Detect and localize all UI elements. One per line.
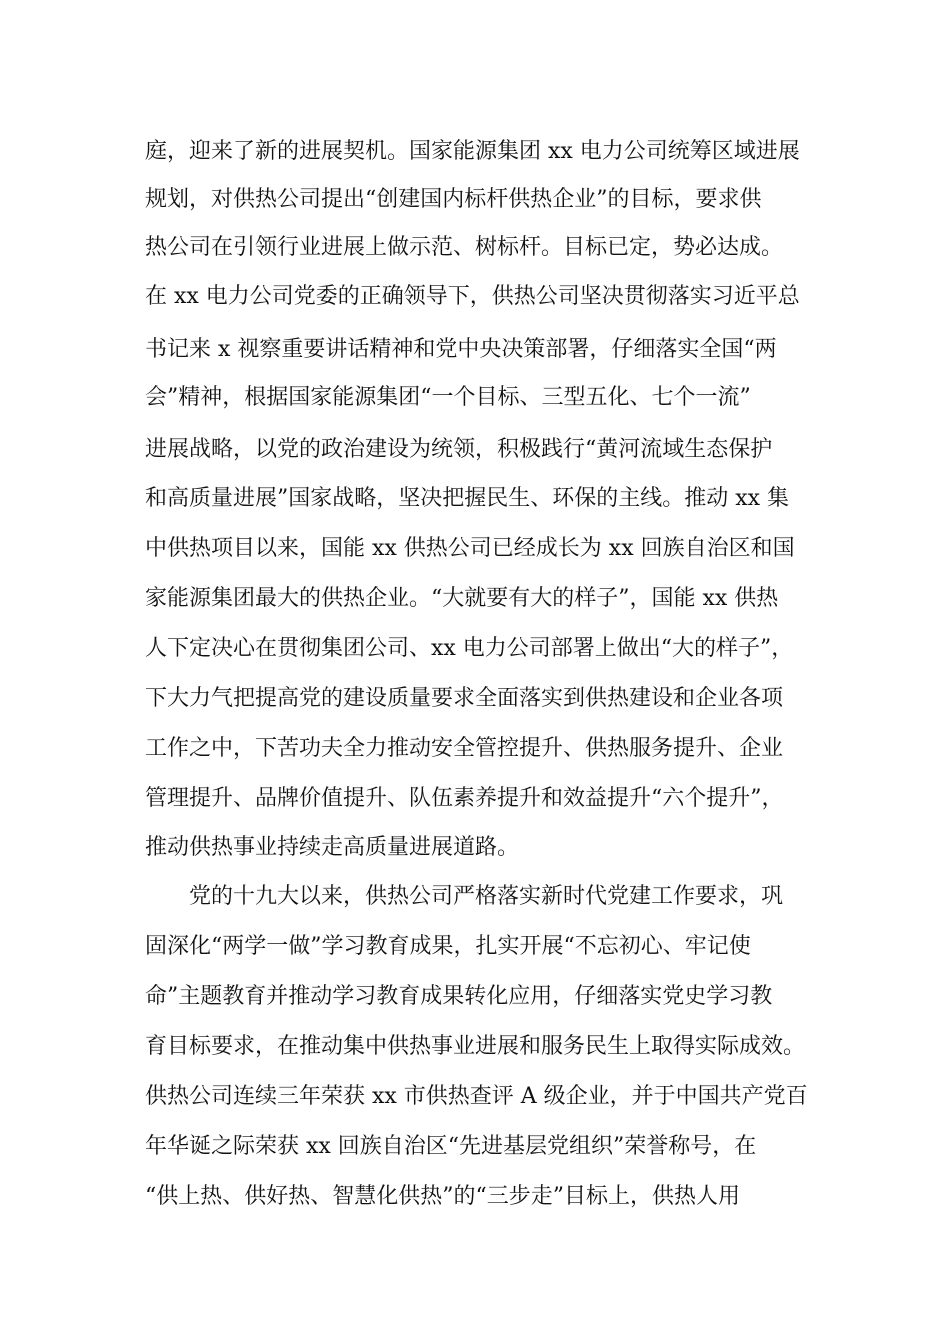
paragraph-1-line-14: 管理提升、品牌价值提升、队伍素养提升和效益提升“六个提升”，: [145, 786, 784, 811]
paragraph-1-line-7: 进展战略，以党的政治建设为统领，积极践行“黄河流域生态保护: [145, 437, 773, 462]
paragraph-1-line-4: 在 xx 电力公司党委的正确领导下，供热公司坚决贯彻落实习近平总: [145, 284, 800, 309]
paragraph-1-line-1: 庭，迎来了新的进展契机。国家能源集团 xx 电力公司统筹区域进展: [145, 139, 800, 164]
paragraph-1-line-12: 下大力气把提高党的建设质量要求全面落实到供热建设和企业各项: [145, 686, 784, 711]
paragraph-2-line-6: 年华诞之际荣获 xx 回族自治区“先进基层党组织”荣誉称号，在: [145, 1134, 757, 1159]
paragraph-2-line-5: 供热公司连续三年荣获 xx 市供热查评 A 级企业，并于中国共产党百: [145, 1084, 808, 1109]
paragraph-1-line-3: 热公司在引领行业进展上做示范、树标杆。目标已定，势必达成。: [145, 235, 784, 260]
paragraph-1-line-13: 工作之中，下苦功夫全力推动安全管控提升、供热服务提升、企业: [145, 736, 784, 761]
paragraph-2-line-2: 固深化“两学一做”学习教育成果，扎实开展“不忘初心、牢记使: [145, 934, 751, 959]
paragraph-1-line-10: 家能源集团最大的供热企业。“大就要有大的样子”，国能 xx 供热: [145, 586, 779, 611]
paragraph-2-line-3: 命”主题教育并推动学习教育成果转化应用，仔细落实党史学习教: [145, 984, 773, 1009]
paragraph-1-line-8: 和高质量进展”国家战略，坚决把握民生、环保的主线。推动 xx 集: [145, 486, 790, 511]
paragraph-1-line-2: 规划，对供热公司提出“创建国内标杆供热企业”的目标，要求供: [145, 187, 762, 212]
paragraph-1-line-11: 人下定决心在贯彻集团公司、xx 电力公司部署上做出“大的样子”，: [145, 636, 794, 661]
paragraph-2-line-4: 育目标要求，在推动集中供热事业进展和服务民生上取得实际成效。: [145, 1034, 806, 1059]
paragraph-1-line-9: 中供热项目以来，国能 xx 供热公司已经成长为 xx 回族自治区和国: [145, 536, 795, 561]
paragraph-2-line-1: 党的十九大以来，供热公司严格落实新时代党建工作要求，巩: [189, 884, 784, 909]
paragraph-1-line-5: 书记来 x 视察重要讲话精神和党中央决策部署，仔细落实全国“两: [145, 337, 777, 362]
paragraph-2-line-7: “供上热、供好热、智慧化供热”的“三步走”目标上，供热人用: [145, 1184, 740, 1209]
document-body: [145, 0, 825, 1344]
paragraph-1-line-15: 推动供热事业持续走高质量进展道路。: [145, 835, 520, 860]
paragraph-1-line-6: 会”精神，根据国家能源集团“一个目标、三型五化、七个一流”: [145, 385, 751, 410]
